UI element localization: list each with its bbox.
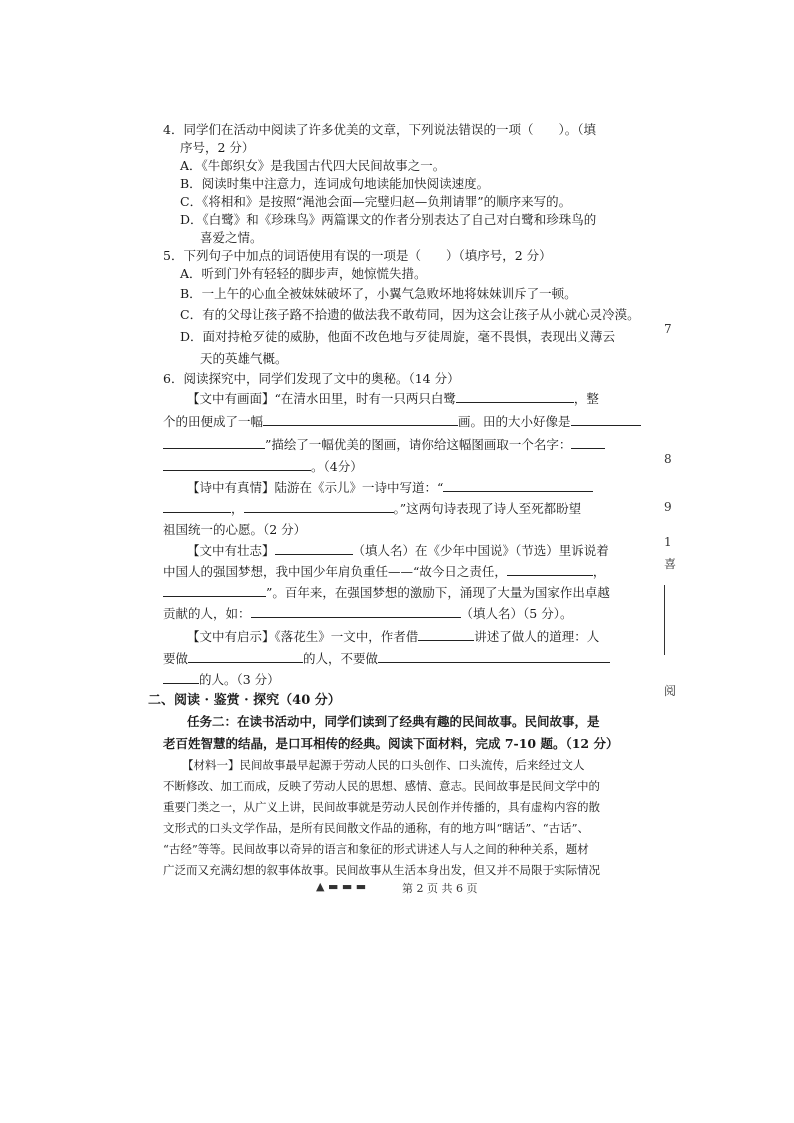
footer-mark: ▲ ▬ ▬ ▬ [316,880,367,893]
answer-blank[interactable] [163,584,266,597]
q6-part1-line2: 个的田便成了一幅 画。田的大小好像是 [163,413,641,430]
edge-fragment: 8 [664,452,672,466]
q6-stem: 6．阅读探究中，同学们发现了文中的奥秘。（14 分） [163,371,460,386]
answer-blank[interactable] [188,650,303,663]
q6-part3-tag: 【文中有壮志】 [187,543,275,558]
q5-stem: 5．下列句子中加点的词语使用有误的一项是（ ）（填序号，2 分） [163,248,552,263]
answer-blank[interactable] [244,500,394,513]
q5-option-a: A．听到门外有轻轻的脚步声，她惊慌失措。 [180,266,427,281]
material-line1: 【材料一】民间故事最早起源于劳动人民的口头创作、口头流传，后来经过文人 [182,758,585,772]
q4-option-a: A．《牛郎织女》是我国古代四大民间故事之一。 [180,158,446,173]
answer-blank[interactable] [163,436,265,449]
q5-option-d-line1: D．面对持枪歹徒的威胁，他面不改色地与歹徒周旋，毫不畏惧，表现出义薄云 [180,329,616,344]
answer-blank[interactable] [443,479,593,492]
answer-blank[interactable] [163,458,311,471]
q5-option-d-line2: 天的英雄气概。 [200,351,288,366]
q6-part4-tag: 【文中有启示】 [187,629,275,644]
q6-part3-line2: 中国人的强国梦想，我中国少年肩负重任——“故今日之责任， ， [163,564,606,579]
answer-blank[interactable] [275,542,353,555]
edge-fragment: 喜 [664,557,677,571]
q6-part4-line1: 【文中有启示】《落花生》一文中，作者借 讲述了做人的道理：人 [187,629,600,644]
answer-blank[interactable] [251,605,461,618]
q6-part2-line1: 【诗中有真情】陆游在《示儿》一诗中写道：“ [187,479,593,496]
q6-part2-line2: ， 。”这两句诗表现了诗人至死都盼望 [163,500,581,517]
q6-part4-line3: 的人。（3 分） [163,671,280,688]
q6-part3-line1: 【文中有壮志】 （填人名）在《少年中国说》（节选）里诉说着 [187,543,609,558]
q6-part2-line3: 祖国统一的心愿。（2 分） [163,522,307,537]
q6-part2-tag: 【诗中有真情】 [187,480,275,495]
answer-blank[interactable] [571,436,605,449]
q4-option-c: C．《将相和》是按照“渑池会面—完璧归赵—负荆请罪”的顺序来写的。 [180,194,572,209]
q6-part1-line3: ”描绘了一幅优美的图画，请你给这幅图画取一个名字： [163,436,605,453]
q4-option-d-line2: 喜爱之情。 [200,230,263,245]
page-number: 第 2 页 共 6 页 [402,882,478,895]
q5-option-b: B．一上午的心血全被妹妹破坏了，小翼气急败坏地将妹妹训斥了一顿。 [180,286,577,301]
q5-option-c: C．有的父母让孩子路不拾遗的做法我不敢苟同，因为这会让孩子从小就心灵冷漠。 [180,307,640,322]
answer-blank[interactable] [163,500,231,513]
answer-blank[interactable] [263,413,458,426]
q4-stem-line1: 4．同学们在活动中阅读了许多优美的文章，下列说法错误的一项（ ）。（填 [163,122,596,137]
edge-fragment: 1 [664,535,672,549]
q6-part1-tag: 【文中有画面】 [187,391,275,406]
q4-option-b: B．阅读时集中注意力，连词成句地读能加快阅读速度。 [180,176,490,191]
answer-blank[interactable] [456,390,574,403]
edge-fragment: 7 [664,322,672,336]
edge-fragment: 阅 [664,684,677,698]
edge-border [664,585,665,655]
q6-part3-line4: 贡献的人，如： （填人名）（5 分）。 [163,606,573,621]
material-line2: 不断修改、加工而成，反映了劳动人民的思想、感情、意志。民间故事是民间文学中的 [163,779,600,793]
q6-part3-line3: ”。百年来，在强国梦想的激励下，涌现了大量为国家作出卓越 [163,584,610,601]
answer-blank[interactable] [507,563,593,576]
task-intro-line1: 任务二：在读书活动中，同学们读到了经典有趣的民间故事。民间故事，是 [187,714,600,729]
q6-part4-line2: 要做 的人，不要做 [163,650,610,667]
material-line5: “古经”等等。民间故事以奇异的语言和象征的形式讲述人与人之间的种种关系，题材 [163,842,589,856]
answer-blank[interactable] [418,628,474,641]
q6-part1-line1: 【文中有画面】“在清水田里，时有一只两只白鹭 ，整 [187,391,599,406]
answer-blank[interactable] [571,413,641,426]
answer-blank[interactable] [378,650,610,663]
q4-option-d-line1: D．《白鹭》和《珍珠鸟》两篇课文的作者分别表达了自己对白鹭和珍珠鸟的 [180,212,597,227]
material-line3: 重要门类之一，从广义上讲，民间故事就是劳动人民创作并传播的，具有虚构内容的散 [163,800,600,814]
q6-part1-line4: 。（4分） [163,458,363,475]
task-intro-line2: 老百姓智慧的结晶，是口耳相传的经典。阅读下面材料，完成 7-10 题。（12 分） [163,736,619,751]
material-line6: 广泛而又充满幻想的叙事体故事。民间故事从生活本身出发，但又并不局限于实际情况 [163,863,600,877]
section-heading: 二、阅读 · 鉴赏 · 探究（40 分） [148,693,341,708]
material-line4: 文形式的口头文学作品，是所有民间散文作品的通称，有的地方叫“瞎话”、“古话”、 [163,821,590,835]
edge-fragment: 9 [664,500,672,514]
answer-blank[interactable] [163,671,199,684]
q4-stem-line2: 序号，2 分） [180,140,255,155]
